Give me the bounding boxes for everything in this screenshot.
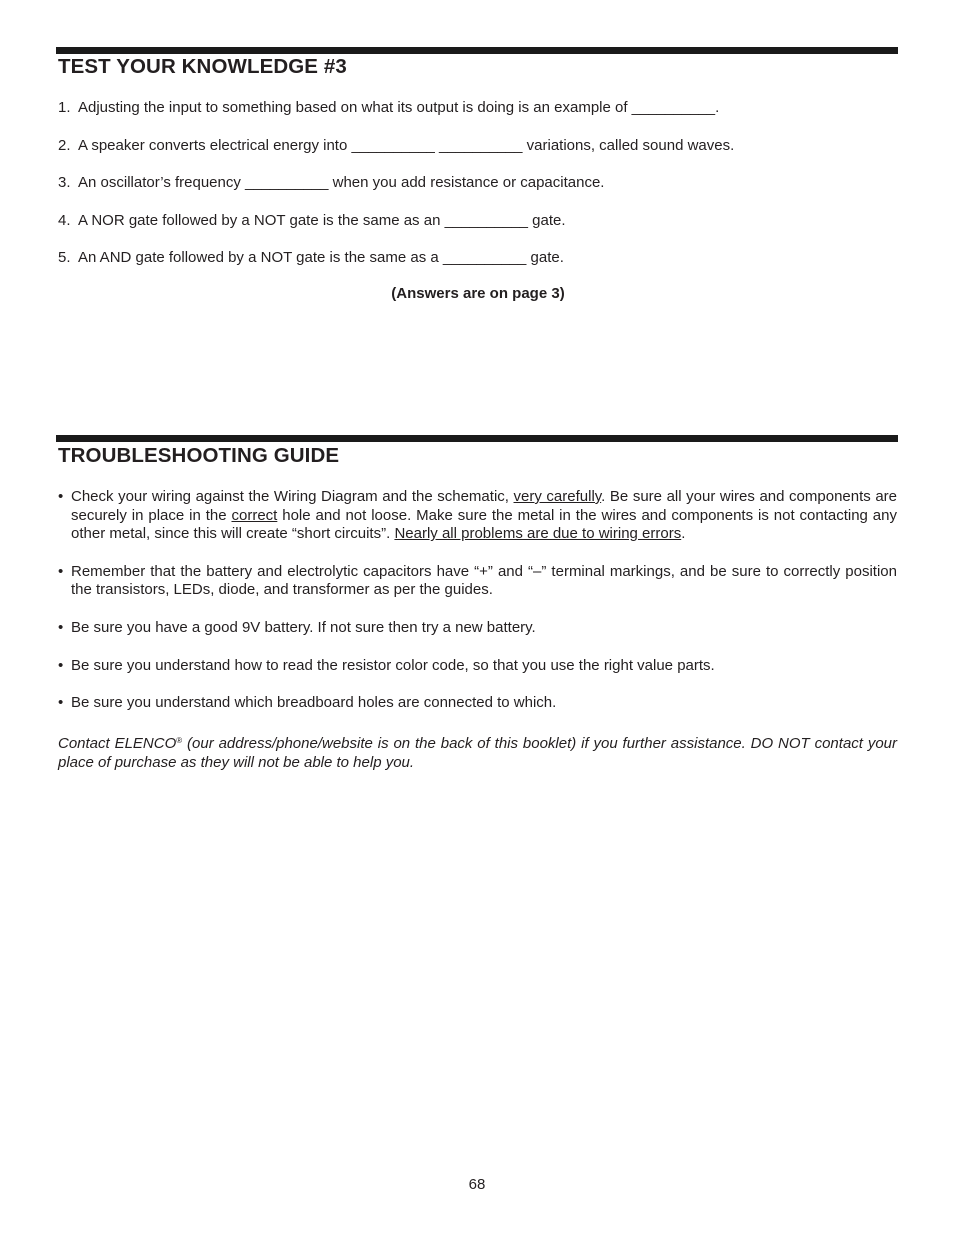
- question-item: [58, 136, 898, 174]
- bullet-text: .: [681, 525, 686, 543]
- question-number: 3.: [58, 174, 71, 191]
- question-number: 5.: [58, 249, 71, 266]
- list-item: • Be sure you have a good 9V battery. If not sure then try a new battery.: [58, 619, 897, 638]
- contact-text: (our address/phone/website is on the back of this booklet) if you further assistance. DO NOT contact your place of purchase as they will not be able to help you.: [58, 735, 898, 771]
- emphasis-text: Nearly all problems are due to wiring errors: [394, 525, 682, 543]
- emphasis-text: correct: [231, 506, 278, 524]
- bullet-text: . Be sure all your wires and components are securely in place in the: [71, 488, 898, 524]
- registered-mark: ®: [176, 736, 183, 745]
- list-item: [58, 488, 897, 544]
- answers-note: (Answers are on page 3): [391, 285, 565, 302]
- troubleshooting-list: [58, 488, 897, 713]
- question-text: Adjusting the input to something based on what its output is doing is an example of __________.: [78, 99, 720, 116]
- list-item: • Be sure you understand how to read the resistor color code, so that you use the right value parts.: [58, 657, 897, 676]
- question-text: A speaker converts electrical energy into __________ __________ variations, called sound waves.: [78, 136, 735, 154]
- question-item: [58, 98, 898, 136]
- section-rule-troubleshooting: [56, 435, 898, 442]
- question-number: 4.: [58, 211, 71, 229]
- question-item: [58, 211, 898, 249]
- contact-note: [58, 732, 897, 772]
- emphasis-text: very carefully: [513, 488, 602, 505]
- section-rule-top: [56, 47, 898, 54]
- list-item: • Remember that the battery and electrolytic capacitors have “+” and “–” terminal markings, and be sure to correctly position the transistors, LEDs, diode, and transformer as per the guides.: [58, 563, 897, 600]
- quiz-title: TEST YOUR KNOWLEDGE #3: [58, 55, 347, 78]
- question-list: [58, 98, 898, 286]
- troubleshooting-title: TROUBLESHOOTING GUIDE: [58, 444, 340, 467]
- question-text: An oscillator’s frequency __________ when you add resistance or capacitance.: [78, 174, 605, 191]
- question-text: An AND gate followed by a NOT gate is the same as a __________ gate.: [78, 249, 564, 266]
- question-item: [58, 173, 898, 211]
- question-text: A NOR gate followed by a NOT gate is the same as an __________ gate.: [78, 211, 566, 229]
- question-number: 1.: [58, 99, 71, 116]
- question-item: [58, 248, 898, 286]
- bullet-text: Check your wiring against the Wiring Diagram and the schematic,: [71, 488, 514, 505]
- bullet-text: hole and not loose. Make sure the metal in the wires and components is not contacting any other metal, since this will create “short circuits”.: [71, 506, 897, 543]
- question-number: 2.: [58, 136, 71, 154]
- list-item: • Be sure you understand which breadboard holes are connected to which.: [58, 694, 897, 713]
- page-number: 68: [468, 1176, 486, 1193]
- contact-text: Contact ELENCO: [58, 735, 177, 752]
